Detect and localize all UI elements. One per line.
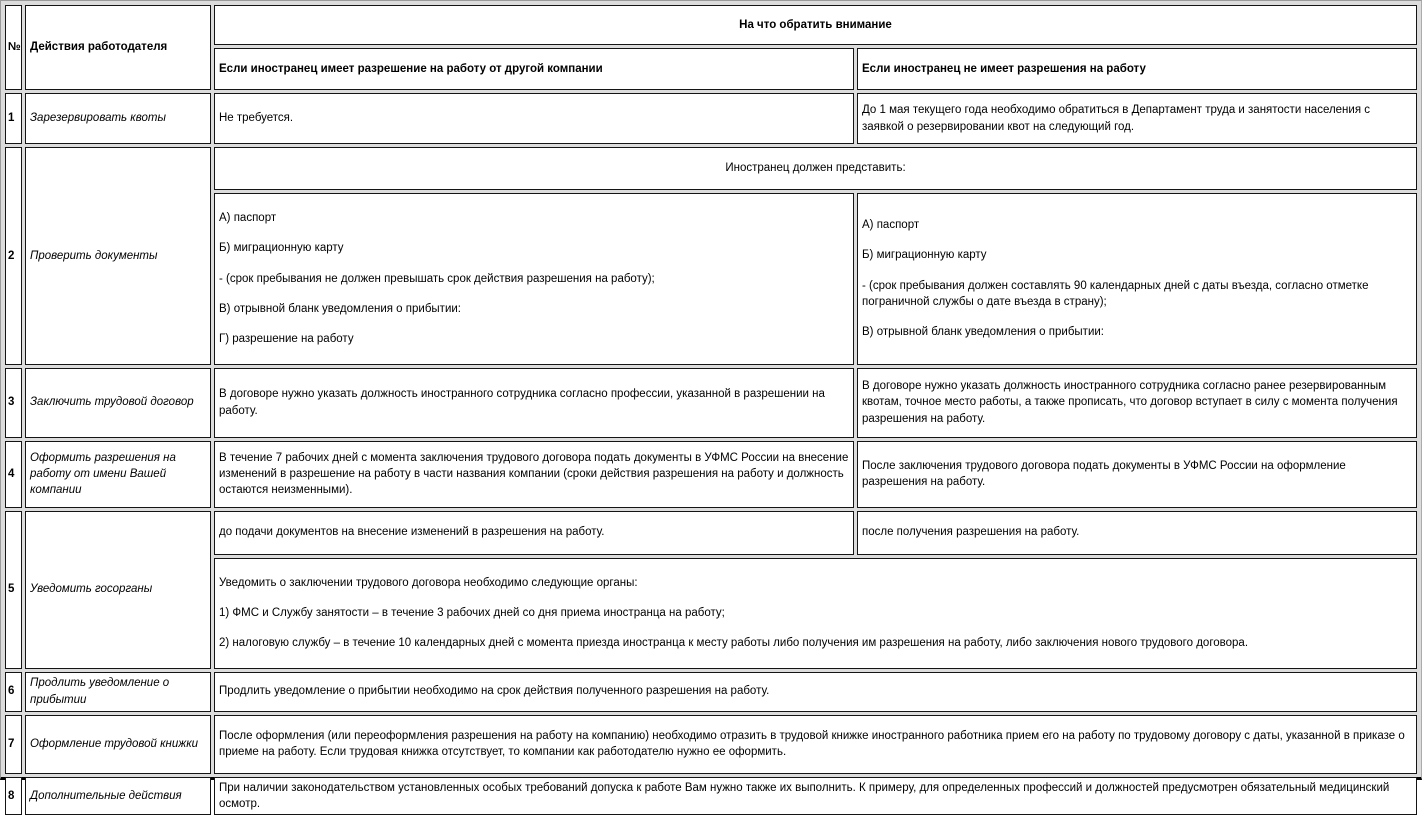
note-cell-has-permit: В договоре нужно указать должность иностранного сотрудника согласно профессии, указанной в разрешении на работу. xyxy=(214,368,854,438)
note-cell-no-permit: До 1 мая текущего года необходимо обратиться в Департамент труда и занятости населения с заявкой о резервировании квот на следующий год. xyxy=(857,93,1417,144)
row-number-cell: 8 xyxy=(5,777,22,816)
list-item: - (срок пребывания должен составлять 90 календарных дней с даты въезда, согласно отметке пограничной службы о дате въезда в страну); xyxy=(862,279,1369,308)
row-number-cell: 6 xyxy=(5,672,22,712)
table-row-3 xyxy=(5,368,1417,438)
row-number-cell: 4 xyxy=(5,441,22,508)
header-col-no-permit: Если иностранец не имеет разрешения на работу xyxy=(857,48,1417,90)
note-cell-no-permit: После заключения трудового договора подать документы в УФМС России на оформление разрешения на работу. xyxy=(857,441,1417,508)
table-row-1 xyxy=(5,93,1417,144)
list-item: Г) разрешение на работу xyxy=(219,333,354,346)
note-cell-has-permit: до подачи документов на внесение изменений в разрешения на работу. xyxy=(214,511,854,555)
list-item: - (срок пребывания не должен превышать срок действия разрешения на работу); xyxy=(219,272,655,285)
table-row-8 xyxy=(5,777,1417,816)
row-number-cell: 5 xyxy=(5,511,22,669)
action-cell: Заключить трудовой договор xyxy=(25,368,211,438)
span-note-cell xyxy=(214,558,1417,669)
action-cell: Оформление трудовой книжки xyxy=(25,715,211,774)
header-number: № xyxy=(5,5,22,90)
action-cell: Уведомить госорганы xyxy=(25,511,211,669)
row-number-cell: 3 xyxy=(5,368,22,438)
header-col-has-permit: Если иностранец имеет разрешение на работу от другой компании xyxy=(214,48,854,90)
header-employer-actions: Действия работодателя xyxy=(25,5,211,90)
note-cell-no-permit: после получения разрешения на работу. xyxy=(857,511,1417,555)
note-cell-no-permit xyxy=(857,193,1417,365)
row-number-cell: 7 xyxy=(5,715,22,774)
table-row-4 xyxy=(5,441,1417,508)
table-row-2-header xyxy=(5,147,1417,190)
row-number-cell: 1 xyxy=(5,93,22,144)
list-item: В) отрывной бланк уведомления о прибытии: xyxy=(219,302,461,315)
list-item: Б) миграционную карту xyxy=(862,249,987,262)
note-cell-no-permit: В договоре нужно указать должность иностранного сотрудника согласно ранее резервированным квотам, точное место работы, а также прописать, что договор вступает в силу с момента получения разрешения на работу. xyxy=(857,368,1417,438)
action-cell: Оформить разрешения на работу от имени Вашей компании xyxy=(25,441,211,508)
list-item: Уведомить о заключении трудового договора необходимо следующие органы: xyxy=(219,576,638,589)
span-note-cell: Продлить уведомление о прибытии необходимо на срок действия полученного разрешения на работу. xyxy=(214,672,1417,712)
list-item: 1) ФМС и Службу занятости – в течение 3 рабочих дней со дня приема иностранца на работу; xyxy=(219,606,725,619)
list-item: А) паспорт xyxy=(219,212,277,224)
note-cell-has-permit: Не требуется. xyxy=(214,93,854,144)
action-cell: Дополнительные действия xyxy=(25,777,211,816)
span-note-cell: После оформления (или переоформления разрешения на работу на компанию) необходимо отразить в трудовой книжке иностранного работника прием его на работу по трудовому договору с даты, указанной в приказе о приеме на работу. Если трудовая книжка отсутствует, то компании как работодателю нужно ее оформить. xyxy=(214,715,1417,774)
table-row-5-split xyxy=(5,511,1417,555)
note-cell-has-permit xyxy=(214,193,854,365)
action-cell: Проверить документы xyxy=(25,147,211,365)
note-cell-has-permit: В течение 7 рабочих дней с момента заключения трудового договора подать документы в УФМС России на внесение изменений в разрешение на работу в части названия компании (сроки действия разрешения на работу и должность остаются неизменными). xyxy=(214,441,854,508)
row-number-cell: 2 xyxy=(5,147,22,365)
action-cell: Зарезервировать квоты xyxy=(25,93,211,144)
table-row-2-content xyxy=(5,193,1417,365)
header-attention: На что обратить внимание xyxy=(214,5,1417,45)
list-item: А) паспорт xyxy=(862,219,920,231)
list-item: 2) налоговую службу – в течение 10 календарных дней с момента приезда иностранца к месту работы либо получения им разрешения на работу, либо заключения нового трудового договора. xyxy=(219,637,1249,650)
table-row-5-span xyxy=(5,558,1417,669)
table-row-7 xyxy=(5,715,1417,774)
list-item: Б) миграционную карту xyxy=(219,242,344,255)
employer-actions-table xyxy=(2,2,1420,818)
span-subheader-cell: Иностранец должен представить: xyxy=(214,147,1417,190)
table-row-6 xyxy=(5,672,1417,712)
span-note-cell: При наличии законодательством установленных особых требований допуска к работе Вам нужно также их выполнить. К примеру, для определенных профессий и должностей предусмотрен обязательный медицинский осмотр. xyxy=(214,777,1417,816)
header-row-sub xyxy=(5,48,1417,90)
list-item: В) отрывной бланк уведомления о прибытии: xyxy=(862,326,1104,339)
action-cell: Продлить уведомление о прибытии xyxy=(25,672,211,712)
header-row-top xyxy=(5,5,1417,45)
